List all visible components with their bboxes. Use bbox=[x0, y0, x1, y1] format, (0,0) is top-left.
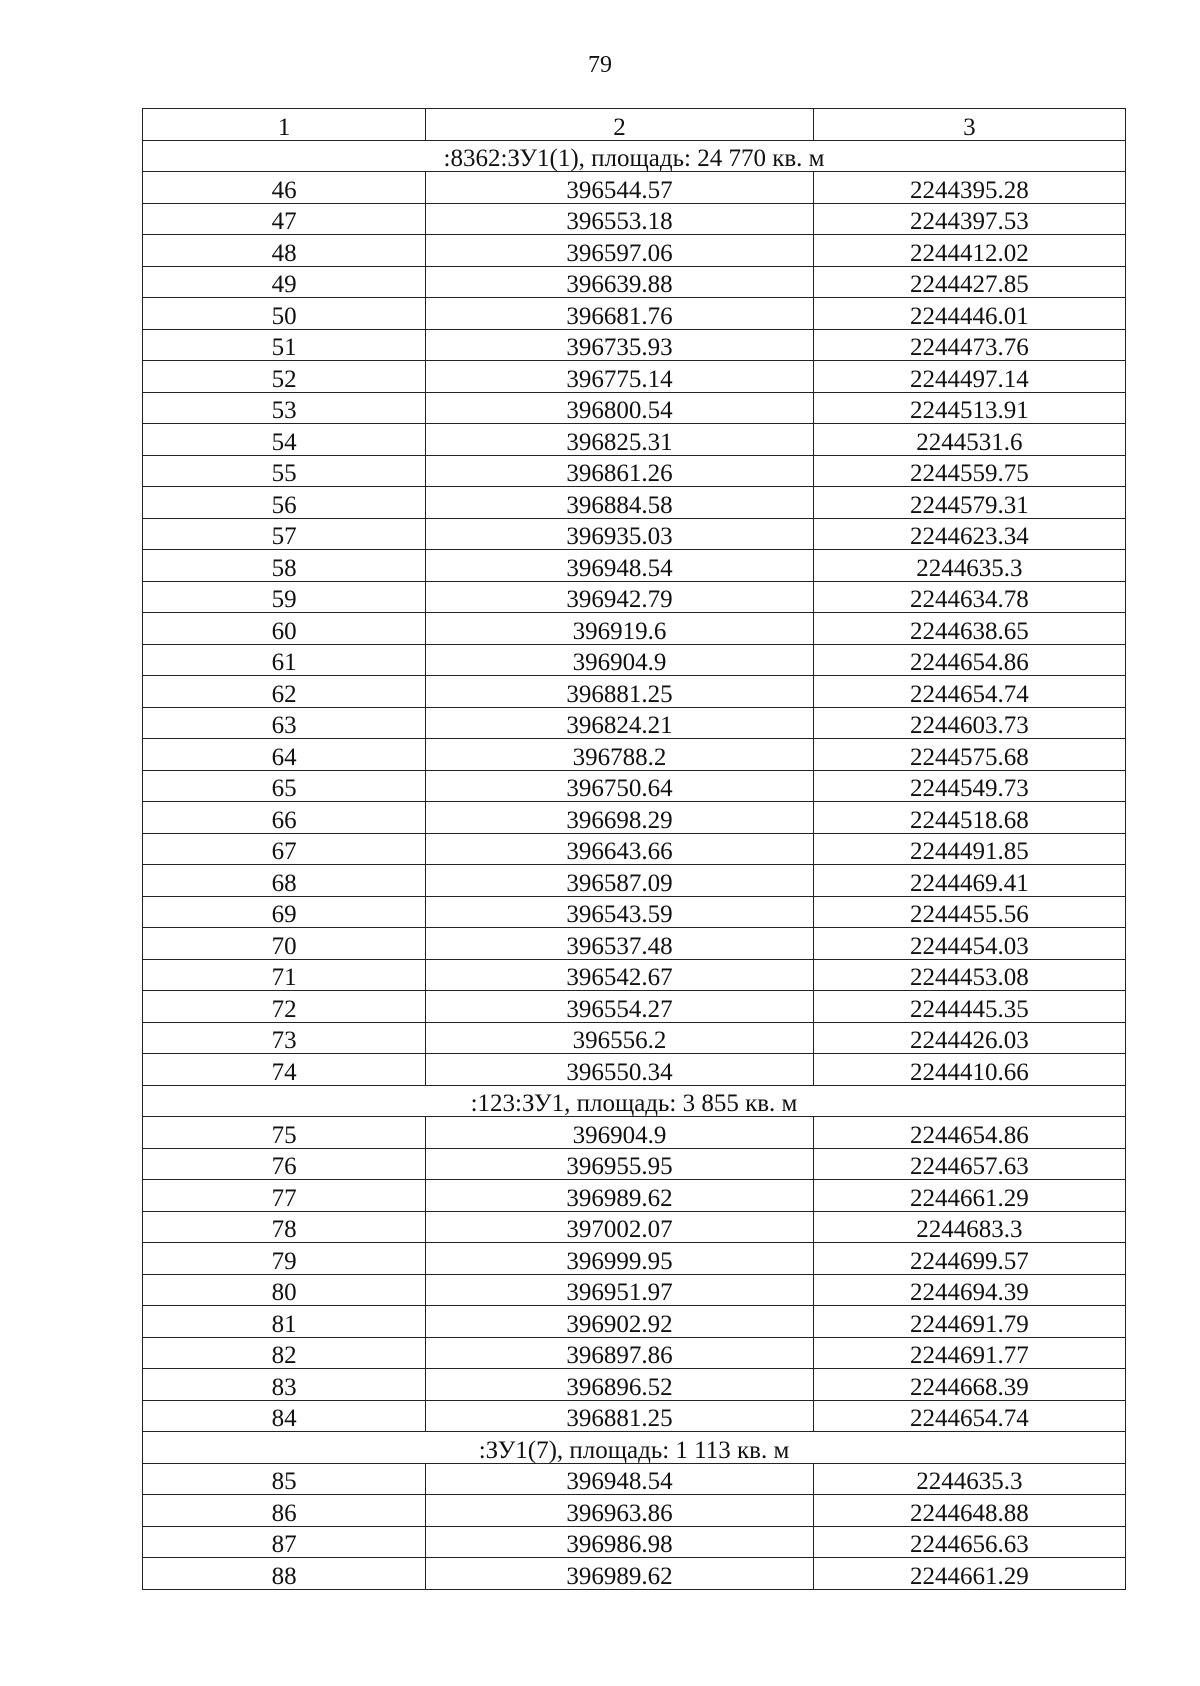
table-row bbox=[143, 1495, 1126, 1527]
table-row bbox=[143, 1054, 1126, 1086]
x-coordinate-cell: 396553.18 bbox=[426, 203, 813, 235]
x-coordinate-cell: 396897.86 bbox=[426, 1337, 813, 1369]
table-row bbox=[143, 865, 1126, 897]
y-coordinate-cell: 2244497.14 bbox=[813, 361, 1125, 393]
table-row bbox=[143, 676, 1126, 708]
x-coordinate-cell: 396942.79 bbox=[426, 581, 813, 613]
point-number-cell: 55 bbox=[143, 455, 426, 487]
x-coordinate-cell: 396643.66 bbox=[426, 833, 813, 865]
y-coordinate-cell: 2244579.31 bbox=[813, 487, 1125, 519]
table-row bbox=[143, 991, 1126, 1023]
x-coordinate-cell: 396537.48 bbox=[426, 928, 813, 960]
x-coordinate-cell: 396550.34 bbox=[426, 1054, 813, 1086]
point-number-cell: 71 bbox=[143, 959, 426, 991]
point-number-cell: 75 bbox=[143, 1117, 426, 1149]
point-number-cell: 67 bbox=[143, 833, 426, 865]
table-row bbox=[143, 1526, 1126, 1558]
x-coordinate-cell: 396698.29 bbox=[426, 802, 813, 834]
x-coordinate-cell: 396681.76 bbox=[426, 298, 813, 330]
x-coordinate-cell: 396896.52 bbox=[426, 1369, 813, 1401]
y-coordinate-cell: 2244648.88 bbox=[813, 1495, 1125, 1527]
point-number-cell: 73 bbox=[143, 1022, 426, 1054]
point-number-cell: 54 bbox=[143, 424, 426, 456]
point-number-cell: 81 bbox=[143, 1306, 426, 1338]
table-header-row bbox=[143, 109, 1126, 141]
table-row bbox=[143, 1243, 1126, 1275]
x-coordinate-cell: 396554.27 bbox=[426, 991, 813, 1023]
point-number-cell: 88 bbox=[143, 1558, 426, 1590]
point-number-cell: 80 bbox=[143, 1274, 426, 1306]
x-coordinate-cell: 396639.88 bbox=[426, 266, 813, 298]
x-coordinate-cell: 396955.95 bbox=[426, 1148, 813, 1180]
y-coordinate-cell: 2244683.3 bbox=[813, 1211, 1125, 1243]
table-row bbox=[143, 1400, 1126, 1432]
y-coordinate-cell: 2244699.57 bbox=[813, 1243, 1125, 1275]
x-coordinate-cell: 396735.93 bbox=[426, 329, 813, 361]
table-row bbox=[143, 1180, 1126, 1212]
table-row bbox=[143, 1022, 1126, 1054]
point-number-cell: 46 bbox=[143, 172, 426, 204]
point-number-cell: 56 bbox=[143, 487, 426, 519]
table-row bbox=[143, 770, 1126, 802]
table-row bbox=[143, 1274, 1126, 1306]
y-coordinate-cell: 2244427.85 bbox=[813, 266, 1125, 298]
page-number: 79 bbox=[588, 52, 612, 78]
x-coordinate-cell: 396902.92 bbox=[426, 1306, 813, 1338]
table-row bbox=[143, 235, 1126, 267]
table-row bbox=[143, 644, 1126, 676]
point-number-cell: 63 bbox=[143, 707, 426, 739]
y-coordinate-cell: 2244395.28 bbox=[813, 172, 1125, 204]
table-row bbox=[143, 487, 1126, 519]
y-coordinate-cell: 2244634.78 bbox=[813, 581, 1125, 613]
x-coordinate-cell: 396948.54 bbox=[426, 550, 813, 582]
point-number-cell: 66 bbox=[143, 802, 426, 834]
y-coordinate-cell: 2244397.53 bbox=[813, 203, 1125, 235]
x-coordinate-cell: 396597.06 bbox=[426, 235, 813, 267]
y-coordinate-cell: 2244623.34 bbox=[813, 518, 1125, 550]
point-number-cell: 51 bbox=[143, 329, 426, 361]
point-number-cell: 84 bbox=[143, 1400, 426, 1432]
x-coordinate-cell: 396904.9 bbox=[426, 644, 813, 676]
point-number-cell: 76 bbox=[143, 1148, 426, 1180]
table-row bbox=[143, 1558, 1126, 1590]
y-coordinate-cell: 2244635.3 bbox=[813, 550, 1125, 582]
table-row bbox=[143, 550, 1126, 582]
table-row bbox=[143, 172, 1126, 204]
y-coordinate-cell: 2244445.35 bbox=[813, 991, 1125, 1023]
table-row bbox=[143, 329, 1126, 361]
table-row bbox=[143, 1369, 1126, 1401]
x-coordinate-cell: 396800.54 bbox=[426, 392, 813, 424]
table-row bbox=[143, 1148, 1126, 1180]
x-coordinate-cell: 396999.95 bbox=[426, 1243, 813, 1275]
y-coordinate-cell: 2244446.01 bbox=[813, 298, 1125, 330]
point-number-cell: 78 bbox=[143, 1211, 426, 1243]
y-coordinate-cell: 2244654.86 bbox=[813, 1117, 1125, 1149]
point-number-cell: 49 bbox=[143, 266, 426, 298]
point-number-cell: 83 bbox=[143, 1369, 426, 1401]
point-number-cell: 48 bbox=[143, 235, 426, 267]
point-number-cell: 82 bbox=[143, 1337, 426, 1369]
y-coordinate-cell: 2244691.77 bbox=[813, 1337, 1125, 1369]
x-coordinate-cell: 396775.14 bbox=[426, 361, 813, 393]
point-number-cell: 85 bbox=[143, 1463, 426, 1495]
x-coordinate-cell: 396948.54 bbox=[426, 1463, 813, 1495]
x-coordinate-cell: 396989.62 bbox=[426, 1180, 813, 1212]
y-coordinate-cell: 2244491.85 bbox=[813, 833, 1125, 865]
table-row bbox=[143, 1306, 1126, 1338]
y-coordinate-cell: 2244603.73 bbox=[813, 707, 1125, 739]
table-row bbox=[143, 266, 1126, 298]
x-coordinate-cell: 396544.57 bbox=[426, 172, 813, 204]
point-number-cell: 57 bbox=[143, 518, 426, 550]
x-coordinate-cell: 396587.09 bbox=[426, 865, 813, 897]
x-coordinate-cell: 396989.62 bbox=[426, 1558, 813, 1590]
point-number-cell: 70 bbox=[143, 928, 426, 960]
x-coordinate-cell: 396884.58 bbox=[426, 487, 813, 519]
point-number-cell: 74 bbox=[143, 1054, 426, 1086]
x-coordinate-cell: 397002.07 bbox=[426, 1211, 813, 1243]
point-number-cell: 87 bbox=[143, 1526, 426, 1558]
table-row bbox=[143, 833, 1126, 865]
x-coordinate-cell: 396951.97 bbox=[426, 1274, 813, 1306]
y-coordinate-cell: 2244455.56 bbox=[813, 896, 1125, 928]
table-row bbox=[143, 1463, 1126, 1495]
section-title-row bbox=[143, 1432, 1126, 1464]
y-coordinate-cell: 2244657.63 bbox=[813, 1148, 1125, 1180]
x-coordinate-cell: 396556.2 bbox=[426, 1022, 813, 1054]
point-number-cell: 69 bbox=[143, 896, 426, 928]
y-coordinate-cell: 2244454.03 bbox=[813, 928, 1125, 960]
y-coordinate-cell: 2244691.79 bbox=[813, 1306, 1125, 1338]
x-coordinate-cell: 396542.67 bbox=[426, 959, 813, 991]
table-row bbox=[143, 896, 1126, 928]
x-coordinate-cell: 396881.25 bbox=[426, 1400, 813, 1432]
x-coordinate-cell: 396881.25 bbox=[426, 676, 813, 708]
y-coordinate-cell: 2244531.6 bbox=[813, 424, 1125, 456]
table-row bbox=[143, 1117, 1126, 1149]
point-number-cell: 68 bbox=[143, 865, 426, 897]
x-coordinate-cell: 396750.64 bbox=[426, 770, 813, 802]
y-coordinate-cell: 2244410.66 bbox=[813, 1054, 1125, 1086]
x-coordinate-cell: 396963.86 bbox=[426, 1495, 813, 1527]
y-coordinate-cell: 2244654.86 bbox=[813, 644, 1125, 676]
y-coordinate-cell: 2244518.68 bbox=[813, 802, 1125, 834]
point-number-cell: 59 bbox=[143, 581, 426, 613]
point-number-cell: 65 bbox=[143, 770, 426, 802]
y-coordinate-cell: 2244513.91 bbox=[813, 392, 1125, 424]
section-title-row bbox=[143, 1085, 1126, 1117]
table-row bbox=[143, 1337, 1126, 1369]
section-title-row bbox=[143, 140, 1126, 172]
y-coordinate-cell: 2244661.29 bbox=[813, 1558, 1125, 1590]
table-row bbox=[143, 928, 1126, 960]
y-coordinate-cell: 2244575.68 bbox=[813, 739, 1125, 771]
point-number-cell: 62 bbox=[143, 676, 426, 708]
section-title: :ЗУ1(7), площадь: 1 113 кв. м bbox=[143, 1432, 1126, 1464]
point-number-cell: 47 bbox=[143, 203, 426, 235]
y-coordinate-cell: 2244661.29 bbox=[813, 1180, 1125, 1212]
y-coordinate-cell: 2244559.75 bbox=[813, 455, 1125, 487]
header-cell-y: 3 bbox=[813, 109, 1125, 141]
table-row bbox=[143, 1211, 1126, 1243]
x-coordinate-cell: 396825.31 bbox=[426, 424, 813, 456]
table-row bbox=[143, 739, 1126, 771]
y-coordinate-cell: 2244473.76 bbox=[813, 329, 1125, 361]
x-coordinate-cell: 396824.21 bbox=[426, 707, 813, 739]
x-coordinate-cell: 396861.26 bbox=[426, 455, 813, 487]
table-row bbox=[143, 959, 1126, 991]
table-row bbox=[143, 361, 1126, 393]
y-coordinate-cell: 2244426.03 bbox=[813, 1022, 1125, 1054]
point-number-cell: 77 bbox=[143, 1180, 426, 1212]
point-number-cell: 79 bbox=[143, 1243, 426, 1275]
y-coordinate-cell: 2244656.63 bbox=[813, 1526, 1125, 1558]
x-coordinate-cell: 396788.2 bbox=[426, 739, 813, 771]
point-number-cell: 50 bbox=[143, 298, 426, 330]
point-number-cell: 64 bbox=[143, 739, 426, 771]
x-coordinate-cell: 396935.03 bbox=[426, 518, 813, 550]
header-cell-point: 1 bbox=[143, 109, 426, 141]
y-coordinate-cell: 2244668.39 bbox=[813, 1369, 1125, 1401]
table-row bbox=[143, 455, 1126, 487]
coordinates-table-body bbox=[143, 109, 1126, 1590]
x-coordinate-cell: 396919.6 bbox=[426, 613, 813, 645]
y-coordinate-cell: 2244694.39 bbox=[813, 1274, 1125, 1306]
section-title: :8362:ЗУ1(1), площадь: 24 770 кв. м bbox=[143, 140, 1126, 172]
point-number-cell: 60 bbox=[143, 613, 426, 645]
table-row bbox=[143, 518, 1126, 550]
table-row bbox=[143, 707, 1126, 739]
table-row bbox=[143, 802, 1126, 834]
point-number-cell: 61 bbox=[143, 644, 426, 676]
table-row bbox=[143, 581, 1126, 613]
coordinates-table bbox=[142, 108, 1126, 1590]
x-coordinate-cell: 396543.59 bbox=[426, 896, 813, 928]
y-coordinate-cell: 2244654.74 bbox=[813, 676, 1125, 708]
table-row bbox=[143, 613, 1126, 645]
y-coordinate-cell: 2244635.3 bbox=[813, 1463, 1125, 1495]
point-number-cell: 53 bbox=[143, 392, 426, 424]
x-coordinate-cell: 396904.9 bbox=[426, 1117, 813, 1149]
point-number-cell: 52 bbox=[143, 361, 426, 393]
y-coordinate-cell: 2244654.74 bbox=[813, 1400, 1125, 1432]
table-row bbox=[143, 392, 1126, 424]
y-coordinate-cell: 2244469.41 bbox=[813, 865, 1125, 897]
header-cell-x: 2 bbox=[426, 109, 813, 141]
point-number-cell: 58 bbox=[143, 550, 426, 582]
y-coordinate-cell: 2244412.02 bbox=[813, 235, 1125, 267]
point-number-cell: 72 bbox=[143, 991, 426, 1023]
y-coordinate-cell: 2244549.73 bbox=[813, 770, 1125, 802]
table-row bbox=[143, 424, 1126, 456]
table-row bbox=[143, 298, 1126, 330]
y-coordinate-cell: 2244638.65 bbox=[813, 613, 1125, 645]
table-row bbox=[143, 203, 1126, 235]
x-coordinate-cell: 396986.98 bbox=[426, 1526, 813, 1558]
y-coordinate-cell: 2244453.08 bbox=[813, 959, 1125, 991]
point-number-cell: 86 bbox=[143, 1495, 426, 1527]
section-title: :123:ЗУ1, площадь: 3 855 кв. м bbox=[143, 1085, 1126, 1117]
